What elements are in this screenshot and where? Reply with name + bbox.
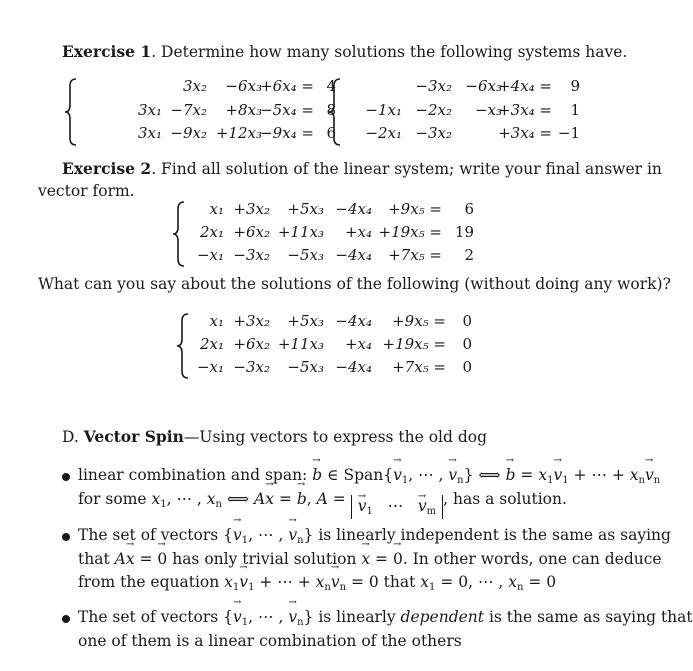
exercise-2-system-b-term: 2x₁ bbox=[199, 335, 224, 353]
left-brace-icon bbox=[64, 78, 78, 146]
exercise-1-system-a-term: 3x₁ bbox=[137, 101, 162, 119]
exercise-2-system-a-term: +9x₅ = bbox=[388, 200, 442, 218]
exercise-1-system-a-term: 8 bbox=[326, 101, 336, 119]
exercise-2-system-a-term: 19 bbox=[454, 223, 474, 241]
bullet-2-text-e: . In other words, one can deduce bbox=[402, 550, 662, 568]
exercise-2-text-line2: vector form. bbox=[38, 182, 135, 200]
section-d-title: Vector Spin bbox=[83, 427, 184, 446]
exercise-2-system-b-term: +7x₅ = bbox=[392, 358, 446, 376]
exercise-2-system-b-term: +11x₃ bbox=[277, 335, 324, 353]
exercise-2-heading bbox=[62, 159, 662, 178]
exercise-2-system-b-term: −3x₂ bbox=[233, 358, 270, 376]
bullet-1-text-a: linear combination and span: bbox=[78, 466, 313, 484]
bullet-icon bbox=[62, 473, 70, 481]
exercise-1-system-a-term: −6x₃ bbox=[225, 77, 262, 95]
bullet-1-line-2: for some $x_1$, ⋯ , $x_n$ ⟺ A→ x = → b, A = → $v_1$ ⋯ → $v_m$, has a solution. bbox=[78, 490, 567, 519]
exercise-2-system-b-term: 0 bbox=[462, 312, 472, 330]
exercise-2-system-b-term: −4x₄ bbox=[335, 312, 372, 330]
left-brace-icon bbox=[176, 313, 190, 379]
exercise-2-system-b-term: −4x₄ bbox=[335, 358, 372, 376]
exercise-1-system-a-term: −7x₂ bbox=[170, 101, 207, 119]
math-b-vec: → b bbox=[312, 466, 322, 484]
bullet-icon bbox=[62, 533, 70, 541]
exercise-1-system-a-term: +6x₄ = bbox=[260, 77, 314, 95]
bullet-3-text-a: The set of vectors { bbox=[78, 608, 234, 626]
exercise-1-system-a-term: +8x₃ bbox=[225, 101, 262, 119]
bullet-1-text-b: ∈ Span{ bbox=[322, 466, 394, 484]
exercise-1-system-a-term: 4 bbox=[326, 77, 336, 95]
bullet-3-text-b: } is linearly bbox=[303, 608, 401, 626]
exercise-1-system-b-term: −x₃ bbox=[474, 101, 502, 119]
exercise-2-system-a-term: x₁ bbox=[209, 200, 224, 218]
exercise-1-system-b-term: −1x₁ bbox=[365, 101, 402, 119]
exercise-1-system-b-term: −3x₂ bbox=[415, 124, 452, 142]
exercise-2-system-b-term: 0 bbox=[462, 335, 472, 353]
bullet-2-text-g: = 0 that bbox=[346, 573, 421, 591]
exercise-1-system-b-term: 1 bbox=[570, 101, 580, 119]
bullet-3-line-2: one of them is a linear combination of the others bbox=[78, 632, 462, 650]
bullet-3-emphasis: dependent bbox=[400, 608, 485, 626]
bullet-2-text-a: The set of vectors { bbox=[78, 526, 234, 544]
exercise-1-system-b-term: −2x₂ bbox=[415, 101, 452, 119]
bullet-2-text-f: from the equation bbox=[78, 573, 225, 591]
exercise-2-label: Exercise 2 bbox=[62, 159, 152, 178]
exercise-2-system-a-term: +x₄ bbox=[344, 223, 372, 241]
bullet-1-text-d: for some bbox=[78, 490, 152, 508]
bullet-1-text-e: , has a solution. bbox=[443, 490, 567, 508]
matrix-bracket: → $v_1$ ⋯ → $v_m$ bbox=[351, 495, 443, 519]
bullet-2-line-1: The set of vectors {→ $v_1$, ⋯ , → $v_n$} is linearly independent is the same as saying bbox=[78, 526, 671, 546]
exercise-2-system-b-term: 0 bbox=[462, 358, 472, 376]
section-d-heading bbox=[62, 427, 487, 446]
exercise-1-system-a-term: −9x₄ = bbox=[260, 124, 314, 142]
exercise-2-system-b-term: +x₄ bbox=[344, 335, 372, 353]
exercise-1-label: Exercise 1 bbox=[62, 42, 152, 61]
exercise-2-system-a-term: +19x₅ = bbox=[378, 223, 442, 241]
bullet-2-text-d: has only trivial solution bbox=[167, 550, 362, 568]
exercise-2-system-a-term: +11x₃ bbox=[277, 223, 324, 241]
bullet-2-line-3: from the equation $x_1\to v_1$ + ⋯ + $x_n\to v_n = 0$ that $x_1 = 0$, ⋯ , $x_n = 0$ bbox=[78, 573, 556, 593]
bullet-2-text-c: that bbox=[78, 550, 115, 568]
exercise-2-system-b-term: +5x₃ bbox=[287, 312, 324, 330]
exercise-2-system-a-term: −4x₄ bbox=[335, 246, 372, 264]
exercise-1-system-b-term: −2x₁ bbox=[365, 124, 402, 142]
exercise-2-system-b-term: +3x₂ bbox=[233, 312, 270, 330]
exercise-1-system-b-term: +3x₄ = bbox=[498, 124, 552, 142]
exercise-1-heading bbox=[62, 42, 627, 61]
bullet-icon bbox=[62, 615, 70, 623]
bullet-1-text-c: } ⟺ bbox=[463, 466, 506, 484]
exercise-2-system-a-term: 2 bbox=[464, 246, 474, 264]
left-brace-icon bbox=[172, 201, 186, 267]
exercise-2-system-b-term: −x₁ bbox=[196, 358, 224, 376]
section-d-prefix: D. bbox=[62, 428, 84, 446]
exercise-1-system-b-term: +4x₄ = bbox=[498, 77, 552, 95]
bullet-3-text-c: is the same as saying that bbox=[484, 608, 693, 626]
exercise-2-system-b-term: +19x₅ = bbox=[382, 335, 446, 353]
exercise-2-text-line1: . Find all solution of the linear system; write your final answer in bbox=[151, 160, 662, 178]
exercise-1-system-b-term: 9 bbox=[570, 77, 580, 95]
exercise-2-system-a-term: +3x₂ bbox=[233, 200, 270, 218]
exercise-1-system-a-term: 6 bbox=[326, 124, 336, 142]
bullet-1-line-1: linear combination and span: → b ∈ Span{→ $v_1$, ⋯ , → $v_n$} ⟺ → $b = x_1\to v_1$ + ⋯ + $x_n\to v_n$ bbox=[78, 466, 660, 486]
exercise-1-system-b-term: −6x₃ bbox=[465, 77, 502, 95]
exercise-2-system-a-term: −3x₂ bbox=[233, 246, 270, 264]
bullet-2-line-2: that A→ x = → 0 has only trivial solution → x = → 0. In other words, one can deduce bbox=[78, 550, 662, 568]
exercise-2-system-b-term: x₁ bbox=[209, 312, 224, 330]
exercise-2-system-b-term: −5x₃ bbox=[287, 358, 324, 376]
exercise-2-system-a-term: −x₁ bbox=[196, 246, 224, 264]
exercise-2-system-b-term: +9x₅ = bbox=[392, 312, 446, 330]
exercise-1-system-a-term: −5x₄ = bbox=[260, 101, 314, 119]
section-d-subtitle: —Using vectors to express the old dog bbox=[183, 428, 488, 446]
exercise-2-question: What can you say about the solutions of the following (without doing any work)? bbox=[38, 275, 671, 293]
exercise-2-system-a-term: −5x₃ bbox=[287, 246, 324, 264]
exercise-1-system-a-term: +12x₃ bbox=[215, 124, 262, 142]
exercise-1-system-b-term: −1 bbox=[557, 124, 580, 142]
bullet-3-line-1: The set of vectors {→ $v_1$, ⋯ , → $v_n$} is linearly dependent is the same as saying that bbox=[78, 608, 693, 628]
exercise-2-system-b-term: +6x₂ bbox=[233, 335, 270, 353]
exercise-2-system-a-term: +6x₂ bbox=[233, 223, 270, 241]
exercise-1-system-a-term: −9x₂ bbox=[170, 124, 207, 142]
exercise-2-system-a-term: 6 bbox=[464, 200, 474, 218]
exercise-2-system-a-term: +5x₃ bbox=[287, 200, 324, 218]
exercise-1-text: . Determine how many solutions the following systems have. bbox=[151, 43, 628, 61]
bullet-2-text-b: } is linearly independent is the same as saying bbox=[303, 526, 671, 544]
exercise-2-system-a-term: +7x₅ = bbox=[388, 246, 442, 264]
exercise-1-system-b-term: +3x₄ = bbox=[498, 101, 552, 119]
exercise-2-system-a-term: −4x₄ bbox=[335, 200, 372, 218]
exercise-2-system-a-term: 2x₁ bbox=[199, 223, 224, 241]
exercise-1-system-a-term: 3x₂ bbox=[182, 77, 207, 95]
exercise-1-system-b-term: −3x₂ bbox=[415, 77, 452, 95]
exercise-1-system-a-term: 3x₁ bbox=[137, 124, 162, 142]
